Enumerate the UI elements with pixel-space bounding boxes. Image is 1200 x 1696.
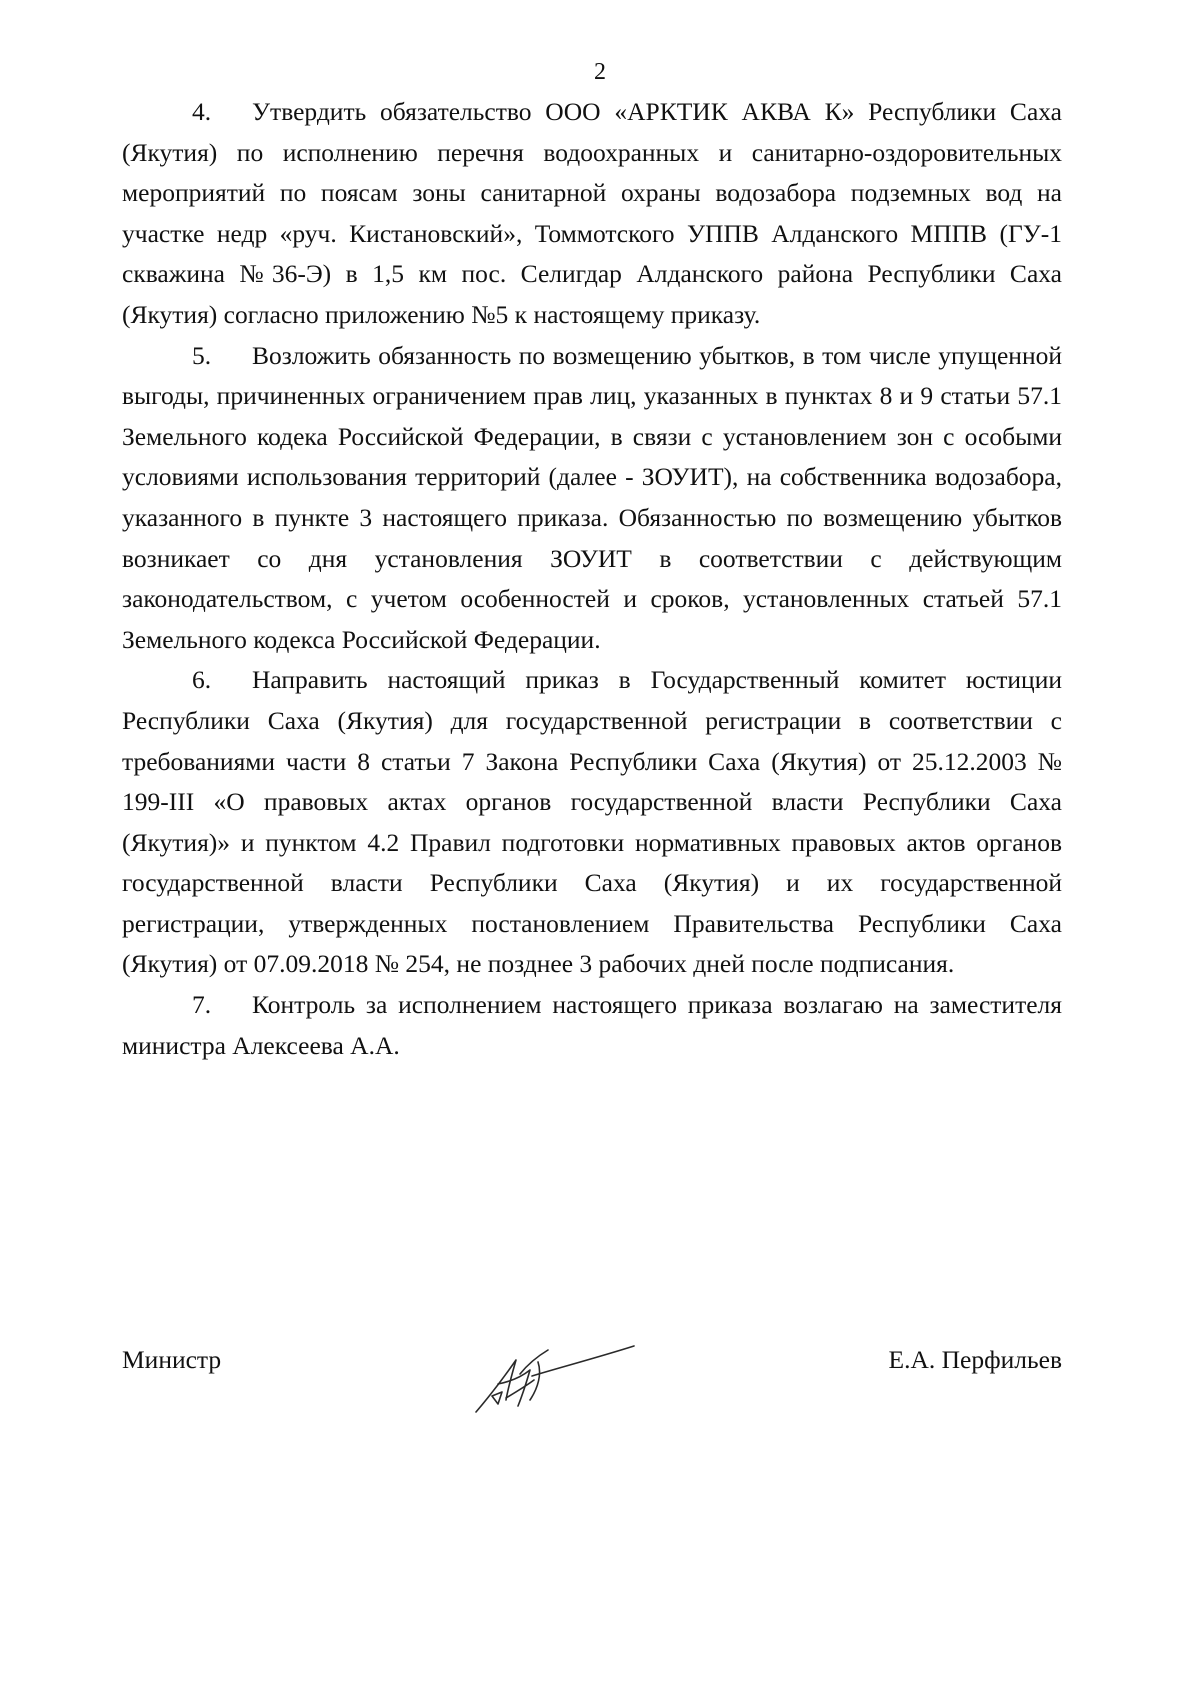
handwritten-signature bbox=[468, 1340, 638, 1420]
clause-number: 6. bbox=[192, 665, 212, 695]
clause-7 bbox=[122, 985, 1062, 1066]
clause-number: 7. bbox=[192, 990, 212, 1020]
signatory-title: Министр bbox=[122, 1345, 222, 1374]
order-body bbox=[122, 92, 1062, 1066]
clause-text: Контроль за исполнением настоящего приказа возлагаю на заместителя министра Алексеева А.А. bbox=[122, 990, 1062, 1060]
clause-text: Направить настоящий приказ в Государственный комитет юстиции Республики Саха (Якутия) для государственной регистрации в соответствии с требованиями части 8 статьи 7 Закона Республики Саха (Якутия) от 25.12.2003 № 199-III «О правовых актах органов государственной власти Республики Саха (Якутия)» и пунктом 4.2 Правил подготовки нормативных правовых актов органов государственной власти Республики Саха (Якутия) и их государственной регистрации, утвержденных постановлением Правительства Республики Саха (Якутия) от 07.09.2018 № 254, не позднее 3 рабочих дней после подписания. bbox=[122, 665, 1062, 979]
clause-4 bbox=[122, 92, 1062, 336]
clause-number: 4. bbox=[192, 97, 212, 126]
page-number: 2 bbox=[594, 59, 606, 85]
clause-text: Утвердить обязательство ООО «АРКТИК АКВА К» Республики Саха (Якутия) по исполнению перечня водоохранных и санитарно-оздоровительных мероприятий по поясам зоны санитарной охраны водозабора подземных вод на участке недр «руч. Кистановский», Томмотского УППВ Алданского МППВ (ГУ-1 скважина №36-Э) в 1,5 км пос. Селигдар Алданского района Республики Саха (Якутия) согласно приложению №5 к настоящему приказу. bbox=[122, 97, 1062, 329]
clause-text: Возложить обязанность по возмещению убытков, в том числе упущенной выгоды, причиненных ограничением прав лиц, указанных в пунктах 8 и 9 статьи 57.1 Земельного кодека Российской Федерации, в связи с установлением зон с особыми условиями использования территорий (далее - ЗОУИТ), на собственника водозабора, указанного в пункте 3 настоящего приказа. Обязанностью по возмещению убытков возникает со дня установления ЗОУИТ в соответствии с действующим законодательством, с учетом особенностей и сроков, установленных статьей 57.1 Земельного кодекса Российской Федерации. bbox=[122, 340, 1062, 654]
clause-5 bbox=[122, 336, 1062, 661]
signatory-name: Е.А. Перфильев bbox=[888, 1345, 1062, 1374]
clause-6 bbox=[122, 660, 1062, 985]
clause-number: 5. bbox=[192, 340, 212, 370]
